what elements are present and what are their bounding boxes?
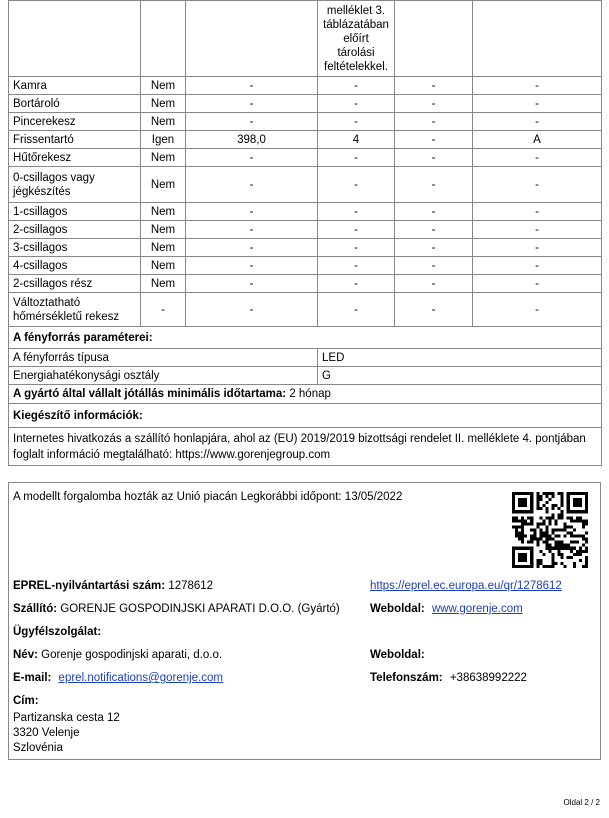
compartment-value: -: [186, 275, 318, 293]
compartment-value: -: [473, 239, 602, 257]
empty-cell: [9, 1, 141, 77]
compartment-value: -: [186, 257, 318, 275]
light-header: A fényforrás paraméterei:: [9, 327, 602, 349]
compartment-value: Nem: [141, 113, 186, 131]
table-row: [9, 167, 602, 203]
compartment-value: -: [473, 275, 602, 293]
eprel-link-wrap: [370, 580, 562, 592]
compartment-value: -: [473, 203, 602, 221]
compartment-value: Nem: [141, 221, 186, 239]
compartment-value: Nem: [141, 203, 186, 221]
compartment-name: 3-csillagos: [9, 239, 141, 257]
compartment-value: -: [473, 221, 602, 239]
compartment-value: -: [141, 293, 186, 327]
market-date: A modellt forgalomba hozták az Unió piacán Legkorábbi időpont: 13/05/2022: [13, 491, 403, 503]
compartment-value: -: [473, 167, 602, 203]
service-phone: +38638992222: [449, 672, 527, 684]
table-row: [9, 239, 602, 257]
compartment-value: Nem: [141, 239, 186, 257]
compartment-value: -: [473, 149, 602, 167]
table-row: [9, 95, 602, 113]
page-number: Oldal 2 / 2: [563, 798, 600, 807]
address-line: Partizanska cesta 12: [13, 712, 120, 724]
compartment-value: -: [186, 113, 318, 131]
service-name: Gorenje gospodinjski aparati, d.o.o.: [41, 649, 223, 661]
compartment-name: 0-csillagos vagy jégkészítés: [9, 167, 141, 203]
compartment-value: -: [186, 77, 318, 95]
compartment-value: -: [318, 77, 395, 95]
compartment-name: 4-csillagos: [9, 257, 141, 275]
service-phone-row: [370, 672, 527, 684]
compartment-value: -: [318, 113, 395, 131]
compartment-value: -: [473, 77, 602, 95]
top-cell-line: előírt: [343, 33, 369, 45]
compartment-value: -: [186, 167, 318, 203]
compartment-name: Bortároló: [9, 95, 141, 113]
compartment-value: -: [395, 95, 473, 113]
eprel-link[interactable]: https://eprel.ec.europa.eu/qr/1278612: [370, 580, 562, 592]
compartment-value: -: [395, 221, 473, 239]
supplier-label: Szállító:: [13, 603, 58, 615]
compartment-value: -: [473, 95, 602, 113]
compartment-value: 4: [318, 131, 395, 149]
compartment-value: Nem: [141, 167, 186, 203]
compartment-value: Nem: [141, 275, 186, 293]
service-header: Ügyfélszolgálat:: [13, 626, 102, 638]
compartment-value: -: [318, 167, 395, 203]
service-email-link[interactable]: eprel.notifications@gorenje.com: [58, 672, 224, 684]
empty-cell: [395, 1, 473, 77]
compartment-value: Nem: [141, 257, 186, 275]
empty-cell: [473, 1, 602, 77]
compartment-value: Nem: [141, 77, 186, 95]
service-web-label: Weboldal:: [370, 649, 425, 661]
address-block: [13, 711, 120, 756]
compartment-value: -: [186, 239, 318, 257]
service-name-row: [13, 649, 222, 661]
address-line: Szlovénia: [13, 742, 63, 754]
compartment-value: -: [395, 275, 473, 293]
table-row: [9, 149, 602, 167]
table-row: [9, 293, 602, 327]
table-row: [9, 203, 602, 221]
compartment-value: Nem: [141, 149, 186, 167]
compartment-value: -: [318, 293, 395, 327]
compartment-value: -: [395, 203, 473, 221]
eprel-number: 1278612: [168, 580, 214, 592]
supplier-web-row: [370, 603, 523, 615]
compartment-value: Igen: [141, 131, 186, 149]
compartment-value: -: [473, 113, 602, 131]
service-email-label: E-mail:: [13, 672, 52, 684]
light-type-label: A fényforrás típusa: [9, 349, 318, 367]
compartment-value: -: [395, 239, 473, 257]
table-row: [9, 221, 602, 239]
compartment-name: 2-csillagos rész: [9, 275, 141, 293]
empty-cell: [141, 1, 186, 77]
service-name-label: Név:: [13, 649, 38, 661]
extra-line: foglalt információ megtalálható: https://www.gorenjegroup.com: [13, 448, 331, 461]
compartment-value: Nem: [141, 95, 186, 113]
compartment-name: Pincerekesz: [9, 113, 141, 131]
compartment-name: 2-csillagos: [9, 221, 141, 239]
compartment-value: -: [395, 77, 473, 95]
warranty-value: 2 hónap: [289, 388, 331, 400]
top-cell-line: táblázatában: [323, 19, 389, 31]
compartment-value: -: [395, 113, 473, 131]
compartment-name: Frissentartó: [9, 131, 141, 149]
table-row: [9, 275, 602, 293]
compartment-value: -: [473, 293, 602, 327]
compartment-value: -: [318, 95, 395, 113]
address-label: Cím:: [13, 695, 39, 707]
compartment-value: -: [395, 293, 473, 327]
compartment-value: -: [186, 221, 318, 239]
warranty-label: A gyártó által vállalt jótállás minimális időtartama:: [13, 388, 287, 400]
compartment-value: 398,0: [186, 131, 318, 149]
energy-class-value: G: [318, 367, 602, 385]
compartment-value: -: [473, 257, 602, 275]
compartment-value: -: [318, 257, 395, 275]
table-row: [9, 77, 602, 95]
compartment-value: -: [318, 149, 395, 167]
table-row: [9, 257, 602, 275]
compartment-value: -: [318, 275, 395, 293]
compartment-value: -: [186, 203, 318, 221]
table-row: [9, 113, 602, 131]
compartment-name: Változtatható hőmérsékletű rekesz: [9, 293, 141, 327]
supplier-web-link[interactable]: www.gorenje.com: [431, 603, 523, 615]
compartment-value: -: [395, 131, 473, 149]
energy-class-label: Energiahatékonysági osztály: [9, 367, 318, 385]
empty-cell: [186, 1, 318, 77]
compartment-name: Kamra: [9, 77, 141, 95]
address-line: 3320 Velenje: [13, 727, 80, 739]
warranty-row: [9, 385, 602, 404]
compartment-value: -: [395, 149, 473, 167]
compartment-value: -: [186, 95, 318, 113]
extra-header: Kiegészítő információk:: [9, 404, 602, 428]
service-email-row: [13, 672, 223, 684]
supplier-name: GORENJE GOSPODINJSKI APARATI D.O.O. (Gyártó): [60, 603, 340, 615]
light-type-value: LED: [318, 349, 602, 367]
compartment-name: 1-csillagos: [9, 203, 141, 221]
service-phone-label: Telefonszám:: [370, 672, 443, 684]
supplier-row: [13, 603, 340, 615]
compartment-value: A: [473, 131, 602, 149]
eprel-row: [13, 580, 213, 592]
compartment-value: -: [318, 239, 395, 257]
compartment-value: -: [186, 149, 318, 167]
compartment-value: -: [318, 221, 395, 239]
qr-code-icon[interactable]: [512, 492, 588, 568]
compartment-name: Hűtőrekesz: [9, 149, 141, 167]
compartment-value: -: [318, 203, 395, 221]
extra-line: Internetes hivatkozás a szállító honlapjára, ahol az (EU) 2019/2019 bizottsági rendelet II. melléklete 4. pontjában: [13, 432, 586, 445]
top-cell-line: melléklet 3.: [326, 5, 386, 17]
extra-info: [9, 428, 602, 466]
supplier-web-label: Weboldal:: [370, 603, 425, 615]
top-cell-line: feltételekkel.: [324, 61, 388, 73]
compartment-value: -: [186, 293, 318, 327]
compartment-value: -: [395, 257, 473, 275]
eprel-label: EPREL-nyilvántartási szám:: [13, 580, 166, 592]
compartment-table: [8, 0, 602, 466]
storage-conditions-cell: [318, 1, 395, 77]
top-cell-line: tárolási: [337, 47, 375, 59]
compartment-value: -: [395, 167, 473, 203]
table-row: [9, 131, 602, 149]
